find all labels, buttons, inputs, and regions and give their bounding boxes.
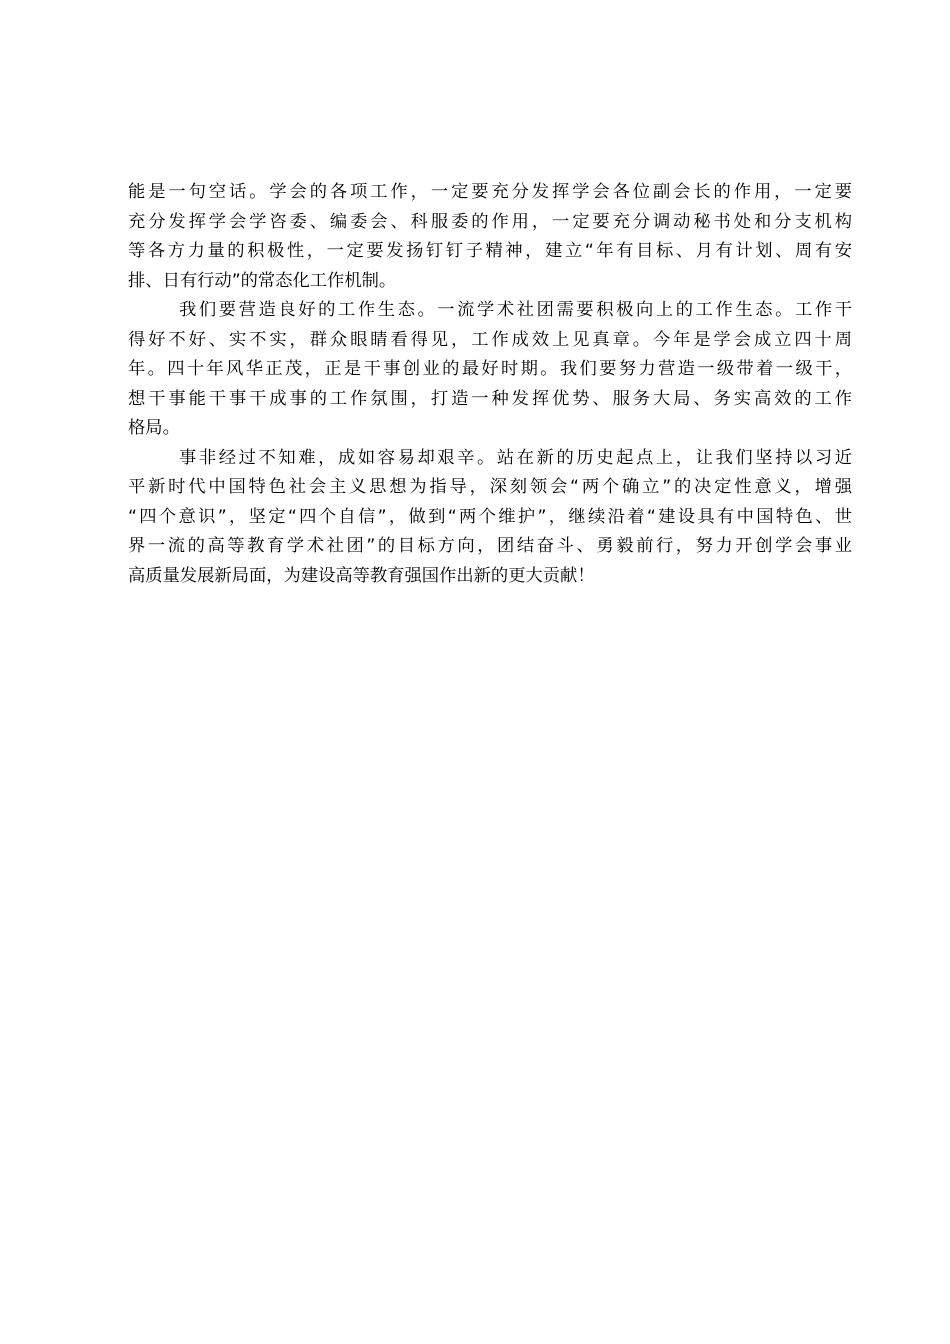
text-line: 事非经过不知难，成如容易却艰辛。站在新的历史起点上，让我们坚持以习近 bbox=[179, 447, 852, 468]
text-line: 格局。 bbox=[128, 418, 180, 438]
text-line: 想干事能干事干成事的工作氛围，打造一种发挥优势、服务大局、务实高效的工作 bbox=[128, 388, 852, 409]
body-text bbox=[128, 178, 852, 591]
text-line: 得好不好、实不实，群众眼睛看得见，工作成效上见真章。今年是学会成立四十周 bbox=[128, 329, 852, 350]
text-line: “四个意识”，坚定“四个自信”，做到“两个维护”，继续沿着“建设具有中国特色、世 bbox=[128, 506, 852, 527]
text-line: 年。四十年风华正茂，正是干事创业的最好时期。我们要努力营造一级带着一级干， bbox=[128, 359, 852, 379]
text-line: 充分发挥学会学咨委、编委会、科服委的作用，一定要充分调动秘书处和分支机构 bbox=[128, 211, 852, 232]
text-line: 平新时代中国特色社会主义思想为指导，深刻领会“两个确立”的决定性意义，增强 bbox=[128, 477, 852, 497]
text-line: 高质量发展新局面，为建设高等教育强国作出新的更大贡献！ bbox=[128, 565, 595, 586]
text-line: 能是一句空话。学会的各项工作，一定要充分发挥学会各位副会长的作用，一定要 bbox=[128, 182, 852, 202]
text-line: 等各方力量的积极性，一定要发扬钉钉子精神，建立“年有目标、月有计划、周有安 bbox=[128, 241, 852, 261]
text-line: 界一流的高等教育学术社团”的目标方向，团结奋斗、勇毅前行，努力开创学会事业 bbox=[128, 536, 852, 556]
text-line: 排、日有行动”的常态化工作机制。 bbox=[128, 270, 397, 291]
text-line: 我们要营造良好的工作生态。一流学术社团需要积极向上的工作生态。工作干 bbox=[179, 300, 852, 320]
